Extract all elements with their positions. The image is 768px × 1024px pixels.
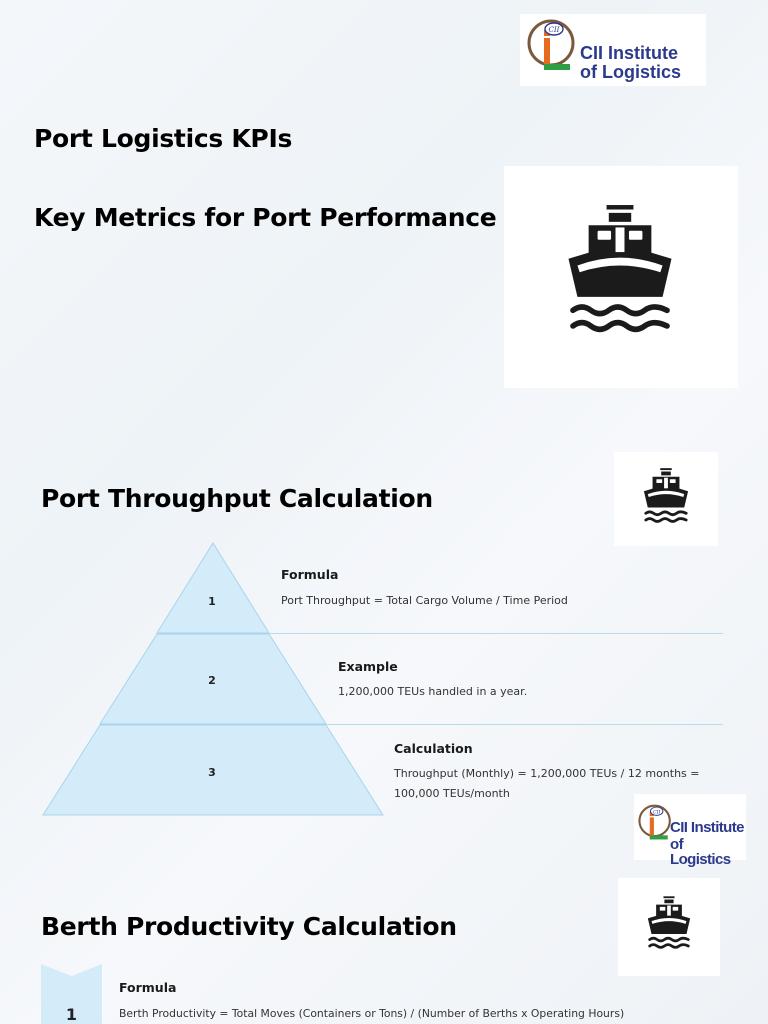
step-1-heading: Formula bbox=[119, 980, 177, 995]
pyramid-number-3: 3 bbox=[208, 766, 216, 779]
step-number-1: 1 bbox=[65, 1005, 78, 1024]
svg-text:CII: CII bbox=[652, 810, 661, 816]
level-divider-2 bbox=[325, 724, 723, 725]
level-2-text: 1,200,000 TEUs handled in a year. bbox=[338, 685, 528, 698]
section-title-berth: Berth Productivity Calculation bbox=[41, 912, 457, 941]
pyramid-diagram bbox=[40, 540, 386, 820]
logo-line2: of Logistics bbox=[670, 836, 731, 868]
level-3-heading: Calculation bbox=[394, 741, 473, 756]
pyramid-number-1: 1 bbox=[208, 595, 216, 608]
ship-image-small bbox=[614, 452, 718, 546]
level-2-heading: Example bbox=[338, 659, 398, 674]
svg-text:CII: CII bbox=[548, 26, 560, 34]
ship-icon bbox=[642, 466, 690, 526]
ship-icon bbox=[646, 894, 692, 952]
logo-cii-middle bbox=[634, 794, 746, 868]
page-title: Port Logistics KPIs bbox=[34, 124, 293, 153]
step-marker-1 bbox=[41, 964, 102, 1024]
cii-emblem-icon bbox=[524, 16, 582, 82]
pyramid-number-2: 2 bbox=[208, 674, 216, 687]
ship-image-large bbox=[504, 166, 738, 388]
logo-line1: CII Institute bbox=[670, 819, 744, 836]
ship-image-small bbox=[618, 878, 720, 976]
level-3-text: Throughput (Monthly) = 1,200,000 TEUs / 12 months = 100,000 TEUs/month bbox=[394, 767, 700, 800]
page-subtitle: Key Metrics for Port Performance bbox=[34, 203, 497, 232]
step-1-text: Berth Productivity = Total Moves (Containers or Tons) / (Number of Berths x Operating Hours) bbox=[119, 1007, 625, 1020]
level-1-heading: Formula bbox=[281, 567, 339, 582]
pyramid-level-1 bbox=[157, 543, 269, 633]
level-1-text: Port Throughput = Total Cargo Volume / Time Period bbox=[281, 594, 568, 607]
logo-line1: CII Institute bbox=[580, 43, 678, 63]
logo-line2: of Logistics bbox=[580, 62, 682, 82]
section-title-throughput: Port Throughput Calculation bbox=[41, 484, 433, 513]
level-divider-1 bbox=[268, 633, 723, 634]
logo-cii-top bbox=[520, 14, 706, 86]
ship-icon bbox=[564, 202, 676, 338]
